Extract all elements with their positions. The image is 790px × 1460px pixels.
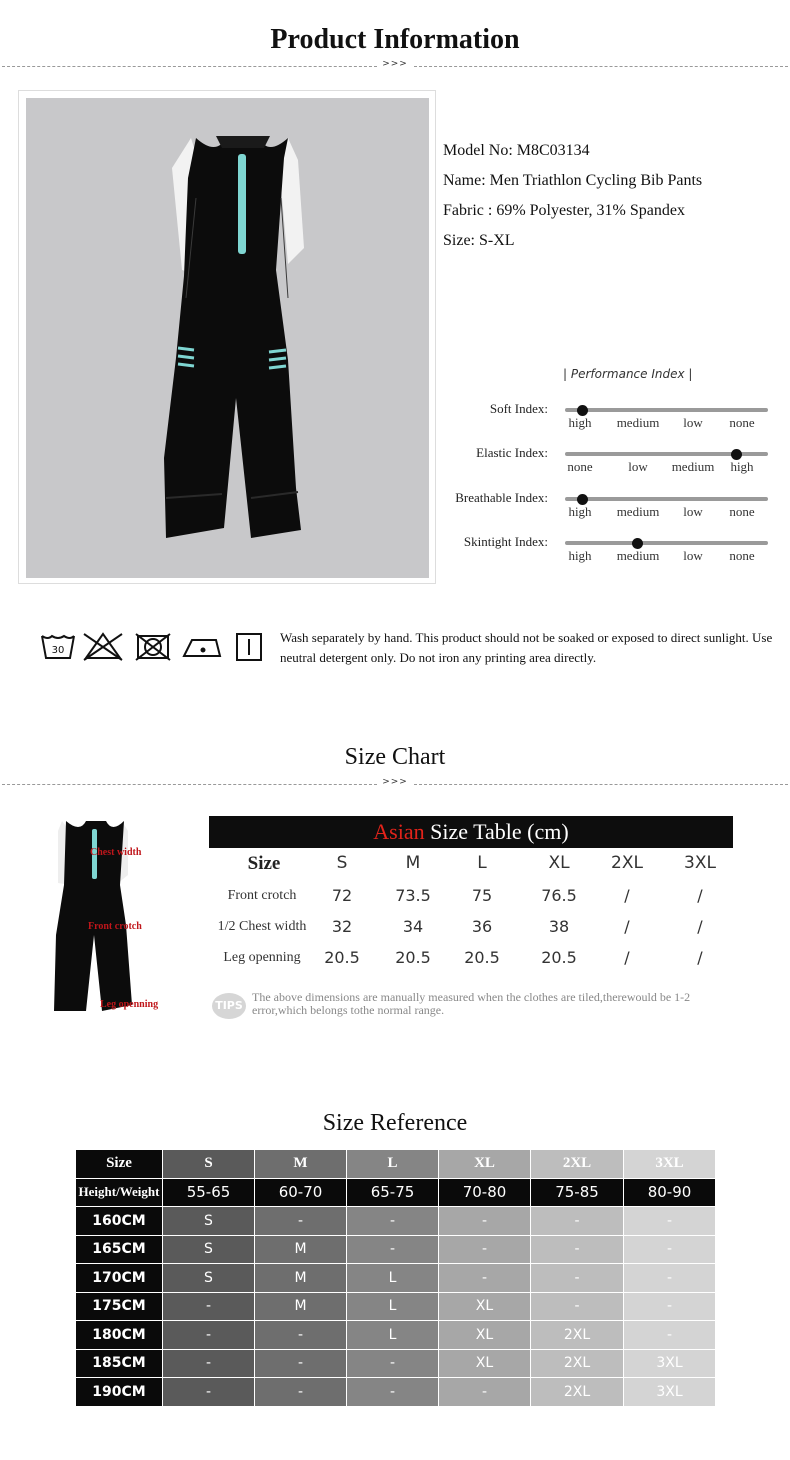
ref-cell: - — [624, 1235, 716, 1264]
measurement-value: 75 — [471, 886, 493, 905]
ref-cell: - — [439, 1235, 531, 1264]
ref-table-row — [76, 1264, 716, 1293]
perf-tick-label: high — [568, 548, 592, 563]
perf-track — [565, 497, 768, 501]
size-reference-table — [75, 1149, 716, 1407]
tips-text: The above dimensions are manually measured when the clothes are tiled,therewould be 1-2 error,which belongs tothe normal range. — [252, 990, 691, 1017]
ref-row-header: 190CM — [76, 1378, 163, 1407]
measurement-label: 1/2 Chest width — [217, 919, 307, 934]
perf-level-marker — [577, 405, 588, 416]
measurement-value: 38 — [548, 917, 570, 936]
performance-index-title: | Performance Index | — [563, 367, 693, 381]
ref-table-row — [76, 1235, 716, 1264]
ref-cell: 3XL — [624, 1150, 716, 1179]
ref-cell: XL — [439, 1349, 531, 1378]
ref-table-row — [76, 1378, 716, 1407]
no-bleach-icon — [84, 634, 122, 660]
no-tumble-dry-icon — [136, 634, 170, 660]
ref-row-header: 170CM — [76, 1264, 163, 1293]
ref-row-header: 175CM — [76, 1292, 163, 1321]
product-name: Name: Men Triathlon Cycling Bib Pants — [443, 172, 703, 189]
measurement-value: 76.5 — [541, 886, 577, 905]
measurement-value: 20.5 — [395, 948, 431, 967]
perf-tick-label: none — [729, 548, 755, 563]
size-column-s: S — [336, 853, 348, 873]
ref-cell: - — [163, 1292, 255, 1321]
front-crotch-label: Front crotch — [88, 921, 142, 932]
tips-badge: TIPS — [212, 993, 246, 1019]
ref-table-row — [76, 1292, 716, 1321]
perf-row-label: Breathable Index: — [455, 490, 548, 505]
ref-cell: - — [531, 1264, 624, 1293]
ref-cell: 2XL — [531, 1378, 624, 1407]
ref-cell: - — [531, 1292, 624, 1321]
ref-cell: L — [347, 1150, 439, 1179]
ref-cell: 75-85 — [531, 1178, 624, 1207]
ref-cell: - — [255, 1207, 347, 1236]
ref-row-header: Height/Weight — [76, 1178, 163, 1207]
ref-row-header: 165CM — [76, 1235, 163, 1264]
ref-cell: 55-65 — [163, 1178, 255, 1207]
trisuit-illustration — [26, 98, 429, 578]
ref-cell: - — [624, 1264, 716, 1293]
wash-temp-label: 30 — [51, 645, 65, 656]
ref-row-header: 160CM — [76, 1207, 163, 1236]
size-column-m: M — [405, 853, 421, 873]
perf-tick-label: high — [568, 415, 592, 430]
perf-tick-label: none — [729, 415, 755, 430]
ref-cell: XL — [439, 1150, 531, 1179]
ref-cell: - — [439, 1378, 531, 1407]
leg-opening-label: Leg openning — [100, 999, 159, 1010]
perf-tick-label: medium — [616, 504, 660, 519]
size-table-header-title: Size Table (cm) — [424, 819, 569, 844]
ref-cell: - — [347, 1207, 439, 1236]
size-table-header — [209, 816, 733, 848]
ref-cell: L — [347, 1321, 439, 1350]
ref-cell: - — [624, 1321, 716, 1350]
care-instructions: Wash separately by hand. This product should not be soaked or exposed to direct sunlight. Use neutral detergent only. Do not iron any printing area directly. — [280, 630, 773, 665]
divider-arrows: >>> — [382, 777, 408, 787]
perf-level-marker — [577, 494, 588, 505]
product-photo — [18, 90, 436, 584]
ref-cell: M — [255, 1264, 347, 1293]
ref-cell: S — [163, 1235, 255, 1264]
perf-tick-label: low — [628, 459, 648, 474]
size-column-3xl: 3XL — [684, 853, 716, 873]
ref-cell: - — [347, 1235, 439, 1264]
measurement-value: 72 — [331, 886, 353, 905]
size-chart-divider — [0, 779, 790, 791]
measurement-value: 20.5 — [541, 948, 577, 967]
perf-row-label: Elastic Index: — [476, 445, 548, 460]
ref-table-row — [76, 1207, 716, 1236]
ref-cell: M — [255, 1150, 347, 1179]
ref-cell: M — [255, 1292, 347, 1321]
measurement-value: / — [697, 886, 703, 905]
model-number: Model No: M8C03134 — [443, 142, 590, 159]
ref-cell: 60-70 — [255, 1178, 347, 1207]
ref-cell: - — [255, 1378, 347, 1407]
ref-cell: XL — [439, 1292, 531, 1321]
perf-row-label: Soft Index: — [489, 401, 548, 416]
measurement-value: / — [624, 948, 630, 967]
ref-cell: - — [163, 1378, 255, 1407]
measurement-value: 20.5 — [324, 948, 360, 967]
ref-cell: - — [347, 1378, 439, 1407]
ref-cell: - — [439, 1207, 531, 1236]
ref-cell: S — [163, 1207, 255, 1236]
ref-row-header: Size — [76, 1150, 163, 1179]
perf-tick-label: low — [683, 504, 703, 519]
perf-level-marker — [632, 538, 643, 549]
ref-cell: - — [347, 1349, 439, 1378]
perf-tick-label: medium — [616, 548, 660, 563]
care-icons — [40, 630, 265, 662]
measurement-value: / — [624, 917, 630, 936]
measurement-label: Front crotch — [227, 888, 297, 903]
measurement-value: 34 — [402, 917, 424, 936]
ref-cell: M — [255, 1235, 347, 1264]
product-info-divider — [0, 61, 790, 73]
perf-level-marker — [731, 449, 742, 460]
product-info-title: Product Information — [270, 24, 520, 55]
ref-cell: - — [624, 1207, 716, 1236]
ref-cell: 2XL — [531, 1150, 624, 1179]
size-reference-title: Size Reference — [322, 1110, 468, 1136]
size-table-header-region: Asian — [373, 819, 425, 844]
measurement-value: 73.5 — [395, 886, 431, 905]
measurement-label: Leg openning — [223, 950, 301, 965]
ref-cell: S — [163, 1264, 255, 1293]
ref-cell: - — [439, 1264, 531, 1293]
ref-cell: L — [347, 1292, 439, 1321]
divider-arrows: >>> — [382, 59, 408, 69]
ref-cell: - — [624, 1292, 716, 1321]
ref-cell: - — [163, 1349, 255, 1378]
ref-cell: 70-80 — [439, 1178, 531, 1207]
perf-tick-label: high — [568, 504, 592, 519]
ref-table-row — [76, 1321, 716, 1350]
hang-dry-icon — [237, 634, 261, 660]
ref-cell: - — [531, 1235, 624, 1264]
size-column-2xl: 2XL — [611, 853, 643, 873]
ref-cell: 80-90 — [624, 1178, 716, 1207]
ref-row-header: 180CM — [76, 1321, 163, 1350]
ref-row-header: 185CM — [76, 1349, 163, 1378]
perf-tick-label: none — [567, 459, 593, 474]
perf-tick-label: low — [683, 415, 703, 430]
iron-low-icon — [184, 640, 220, 656]
perf-tick-label: medium — [671, 459, 715, 474]
size-column-l: L — [477, 853, 487, 873]
ref-cell: 3XL — [624, 1378, 716, 1407]
measurement-value: / — [697, 948, 703, 967]
perf-track — [565, 408, 768, 412]
perf-tick-label: none — [729, 504, 755, 519]
perf-row-label: Skintight Index: — [463, 534, 548, 549]
ref-cell: - — [531, 1207, 624, 1236]
measurement-value: 20.5 — [464, 948, 500, 967]
size-column-header: Size — [247, 853, 281, 874]
ref-cell: L — [347, 1264, 439, 1293]
size-column-xl: XL — [548, 853, 570, 873]
product-photo-background — [26, 98, 429, 578]
ref-cell: S — [163, 1150, 255, 1179]
measurement-value: 36 — [471, 917, 493, 936]
measurement-value: / — [624, 886, 630, 905]
ref-cell: - — [255, 1321, 347, 1350]
ref-height-weight-row — [76, 1178, 716, 1207]
ref-cell: 65-75 — [347, 1178, 439, 1207]
perf-tick-label: medium — [616, 415, 660, 430]
size-chart-photo — [50, 815, 190, 1020]
perf-tick-label: high — [730, 459, 754, 474]
ref-cell: - — [255, 1349, 347, 1378]
ref-cell: 2XL — [531, 1349, 624, 1378]
ref-cell: XL — [439, 1321, 531, 1350]
measurement-value: 32 — [331, 917, 353, 936]
chest-width-label: Chest width — [90, 847, 142, 858]
ref-cell: 2XL — [531, 1321, 624, 1350]
measurement-value: / — [697, 917, 703, 936]
perf-tick-label: low — [683, 548, 703, 563]
size-chart-title: Size Chart — [344, 744, 446, 770]
ref-cell: - — [163, 1321, 255, 1350]
ref-header-row — [76, 1150, 716, 1179]
ref-cell: 3XL — [624, 1349, 716, 1378]
fabric-composition: Fabric : 69% Polyester, 31% Spandex — [443, 202, 685, 219]
size-range: Size: S-XL — [443, 232, 515, 249]
ref-table-row — [76, 1349, 716, 1378]
perf-track — [565, 541, 768, 545]
